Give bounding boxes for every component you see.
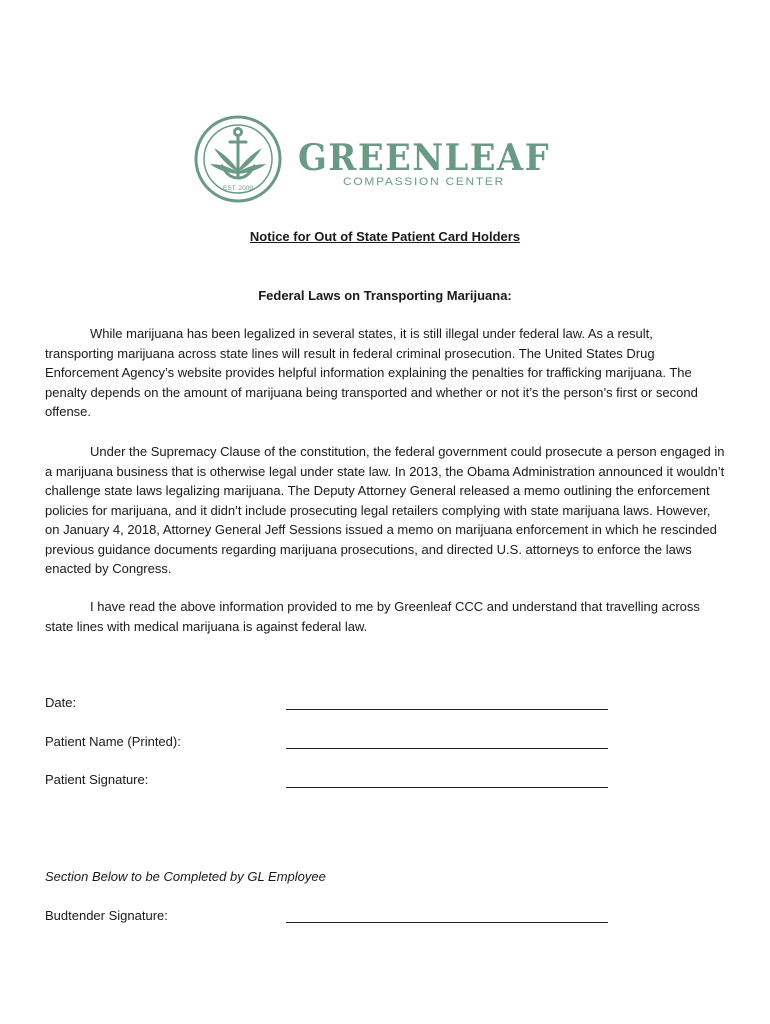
date-label: Date: — [45, 695, 77, 710]
employee-section-note: Section Below to be Completed by GL Employee — [45, 869, 326, 884]
logo-seal — [196, 117, 280, 201]
paragraph-acknowledgement: I have read the above information provided to me by Greenleaf CCC and understand that travelling across state lines with medical marijuana is against federal law. — [45, 599, 700, 634]
budtender-signature-label: Budtender Signature: — [45, 908, 168, 923]
greenleaf-logo — [194, 112, 554, 208]
section-title: Federal Laws on Transporting Marijuana: — [258, 288, 512, 303]
logo-est-text: EST. 2009 — [223, 185, 253, 192]
date-field[interactable] — [286, 708, 608, 710]
patient-name-label: Patient Name (Printed): — [45, 734, 181, 749]
paragraph-federal-law: While marijuana has been legalized in several states, it is still illegal under federal law. As a result, transporting marijuana across state lines will result in federal criminal prosecution. The United States Drug Enforcement Agency’s website provides helpful information explaining the penalties for trafficking marijuana. The penalty depends on the amount of marijuana being transported and whether or not it’s the person’s first or second offense. — [45, 326, 698, 419]
paragraph-supremacy-clause: Under the Supremacy Clause of the constitution, the federal government could prosecute a person engaged in a marijuana business that is otherwise legal under state law. In 2013, the Obama Administration announced it wouldn’t challenge state laws legalizing marijuana. The Deputy Attorney General released a memo outlining the enforcement policies for marijuana, and it didn’t include prosecuting legal retailers complying with state marijuana laws. However, on January 4, 2018, Attorney General Jeff Sessions issued a memo on marijuana enforcement in which he rescinded previous guidance documents regarding marijuana prosecutions, and directed U.S. attorneys to enforce the laws enacted by Congress. — [45, 444, 725, 576]
logo-tagline: COMPASSION CENTER — [343, 176, 505, 188]
notice-title: Notice for Out of State Patient Card Holders — [249, 229, 521, 244]
logo-wordmark: GREENLEAF — [298, 137, 550, 179]
patient-signature-label: Patient Signature: — [45, 772, 149, 787]
budtender-signature-field[interactable] — [286, 921, 608, 923]
patient-name-field[interactable] — [286, 747, 608, 749]
patient-signature-field[interactable] — [286, 786, 608, 788]
